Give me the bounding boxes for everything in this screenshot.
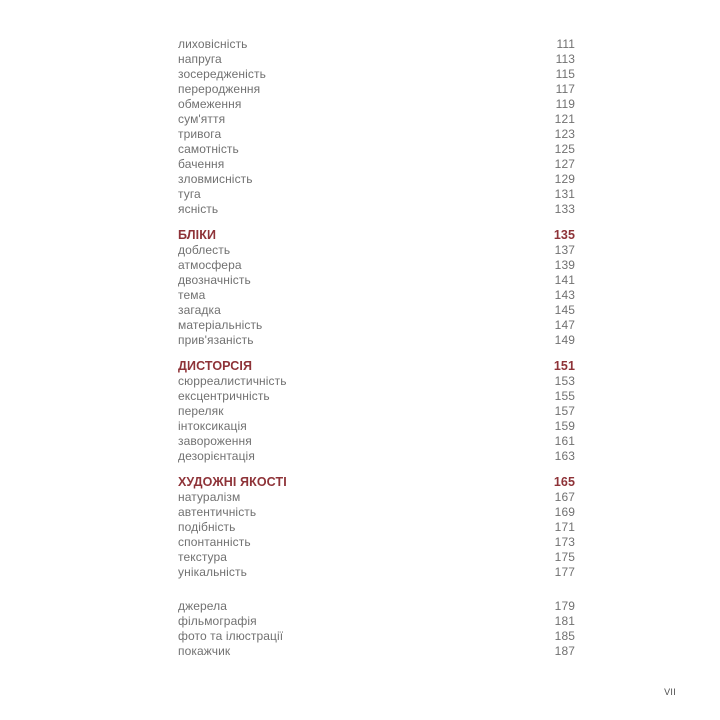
entry-label: туга [178,187,201,201]
entry-page-number: 169 [554,505,575,519]
entry-page-number: 163 [554,449,575,463]
toc-entry [178,389,575,404]
entry-page-number: 145 [554,303,575,317]
toc-entry [178,157,575,172]
toc-entry [178,599,575,614]
entry-label: матеріальність [178,318,263,332]
toc-section [178,475,575,580]
entry-label: ексцентричність [178,389,270,403]
page-folio: VII [664,687,676,697]
entry-label: самотність [178,142,239,156]
entry-page-number: 179 [554,599,575,613]
entry-label: тема [178,288,206,302]
section-title: БЛІКИ [178,228,217,242]
entry-page-number: 181 [554,614,575,628]
entry-label: покажчик [178,644,231,658]
entry-page-number: 177 [554,565,575,579]
toc-entry [178,52,575,67]
entry-label: автентичність [178,505,257,519]
entry-page-number: 161 [554,434,575,448]
entry-page-number: 175 [554,550,575,564]
toc-item-group [178,599,575,659]
toc-entry [178,629,575,644]
entry-page-number: 187 [554,644,575,658]
entry-label: напруга [178,52,222,66]
entry-label: загадка [178,303,221,317]
section-page-number: 151 [553,359,575,373]
entry-page-number: 159 [554,419,575,433]
toc-entry [178,333,575,348]
toc-entry [178,614,575,629]
toc-entry [178,490,575,505]
toc-entry [178,187,575,202]
entry-label: зосередженість [178,67,266,81]
entry-label: переляк [178,404,224,418]
entry-page-number: 131 [554,187,575,201]
entry-label: сюрреалистичність [178,374,287,388]
toc-entry [178,258,575,273]
entry-page-number: 119 [555,97,575,111]
entry-label: зловмисність [178,172,253,186]
toc-entry [178,318,575,333]
entry-label: переродження [178,82,261,96]
toc-entry [178,97,575,112]
entry-label: ясність [178,202,219,216]
toc-entry [178,288,575,303]
toc-entry [178,404,575,419]
toc-entry [178,202,575,217]
entry-page-number: 129 [554,172,575,186]
entry-page-number: 113 [555,52,575,66]
entry-page-number: 133 [554,202,575,216]
entry-label: дезорієнтація [178,449,255,463]
entry-label: інтоксикація [178,419,247,433]
toc-entry [178,434,575,449]
toc-entry [178,303,575,318]
entry-page-number: 123 [554,127,575,141]
entry-page-number: 117 [555,82,575,96]
entry-page-number: 125 [554,142,575,156]
toc-entry [178,67,575,82]
toc-entry [178,374,575,389]
entry-label: лиховісність [178,37,248,51]
entry-page-number: 173 [554,535,575,549]
entry-page-number: 143 [554,288,575,302]
entry-label: атмосфера [178,258,242,272]
entry-label: джерела [178,599,228,613]
entry-page-number: 115 [555,67,575,81]
entry-label: натуралізм [178,490,241,504]
entry-page-number: 111 [556,37,575,51]
toc-entry [178,37,575,52]
toc-section-header [178,228,575,243]
entry-label: фото та ілюстрації [178,629,284,643]
toc-entry [178,520,575,535]
table-of-contents [178,37,575,659]
section-page-number: 135 [553,228,575,242]
toc-entry [178,127,575,142]
entry-page-number: 127 [554,157,575,171]
entry-label: текстура [178,550,228,564]
entry-page-number: 171 [554,520,575,534]
toc-entry [178,82,575,97]
toc-entry [178,112,575,127]
entry-label: обмеження [178,97,242,111]
entry-page-number: 139 [554,258,575,272]
toc-section-header [178,359,575,374]
entry-label: завороження [178,434,252,448]
entry-page-number: 121 [554,112,575,126]
entry-label: подібність [178,520,236,534]
entry-label: спонтанність [178,535,251,549]
toc-entry [178,449,575,464]
entry-page-number: 153 [554,374,575,388]
entry-page-number: 167 [554,490,575,504]
section-page-number: 165 [553,475,575,489]
entry-label: сум'яття [178,112,226,126]
toc-entry [178,419,575,434]
entry-label: доблесть [178,243,231,257]
entry-label: бачення [178,157,225,171]
toc-section [178,359,575,464]
section-title: ДИСТОРСІЯ [178,359,253,373]
entry-page-number: 155 [554,389,575,403]
toc-section-header [178,475,575,490]
entry-page-number: 157 [554,404,575,418]
toc-entry [178,550,575,565]
toc-entry [178,273,575,288]
entry-page-number: 149 [554,333,575,347]
entry-page-number: 137 [554,243,575,257]
toc-entry [178,565,575,580]
entry-label: фільмографія [178,614,257,628]
toc-entry [178,142,575,157]
toc-entry [178,644,575,659]
toc-item-group [178,37,575,217]
toc-entry [178,505,575,520]
entry-page-number: 147 [554,318,575,332]
entry-label: тривога [178,127,222,141]
toc-entry [178,172,575,187]
entry-label: двозначність [178,273,251,287]
entry-label: прив'язаність [178,333,254,347]
toc-entry [178,535,575,550]
section-title: ХУДОЖНІ ЯКОСТІ [178,475,287,489]
toc-entry [178,243,575,258]
entry-label: унікальність [178,565,247,579]
entry-page-number: 185 [554,629,575,643]
entry-page-number: 141 [554,273,575,287]
toc-section [178,228,575,348]
